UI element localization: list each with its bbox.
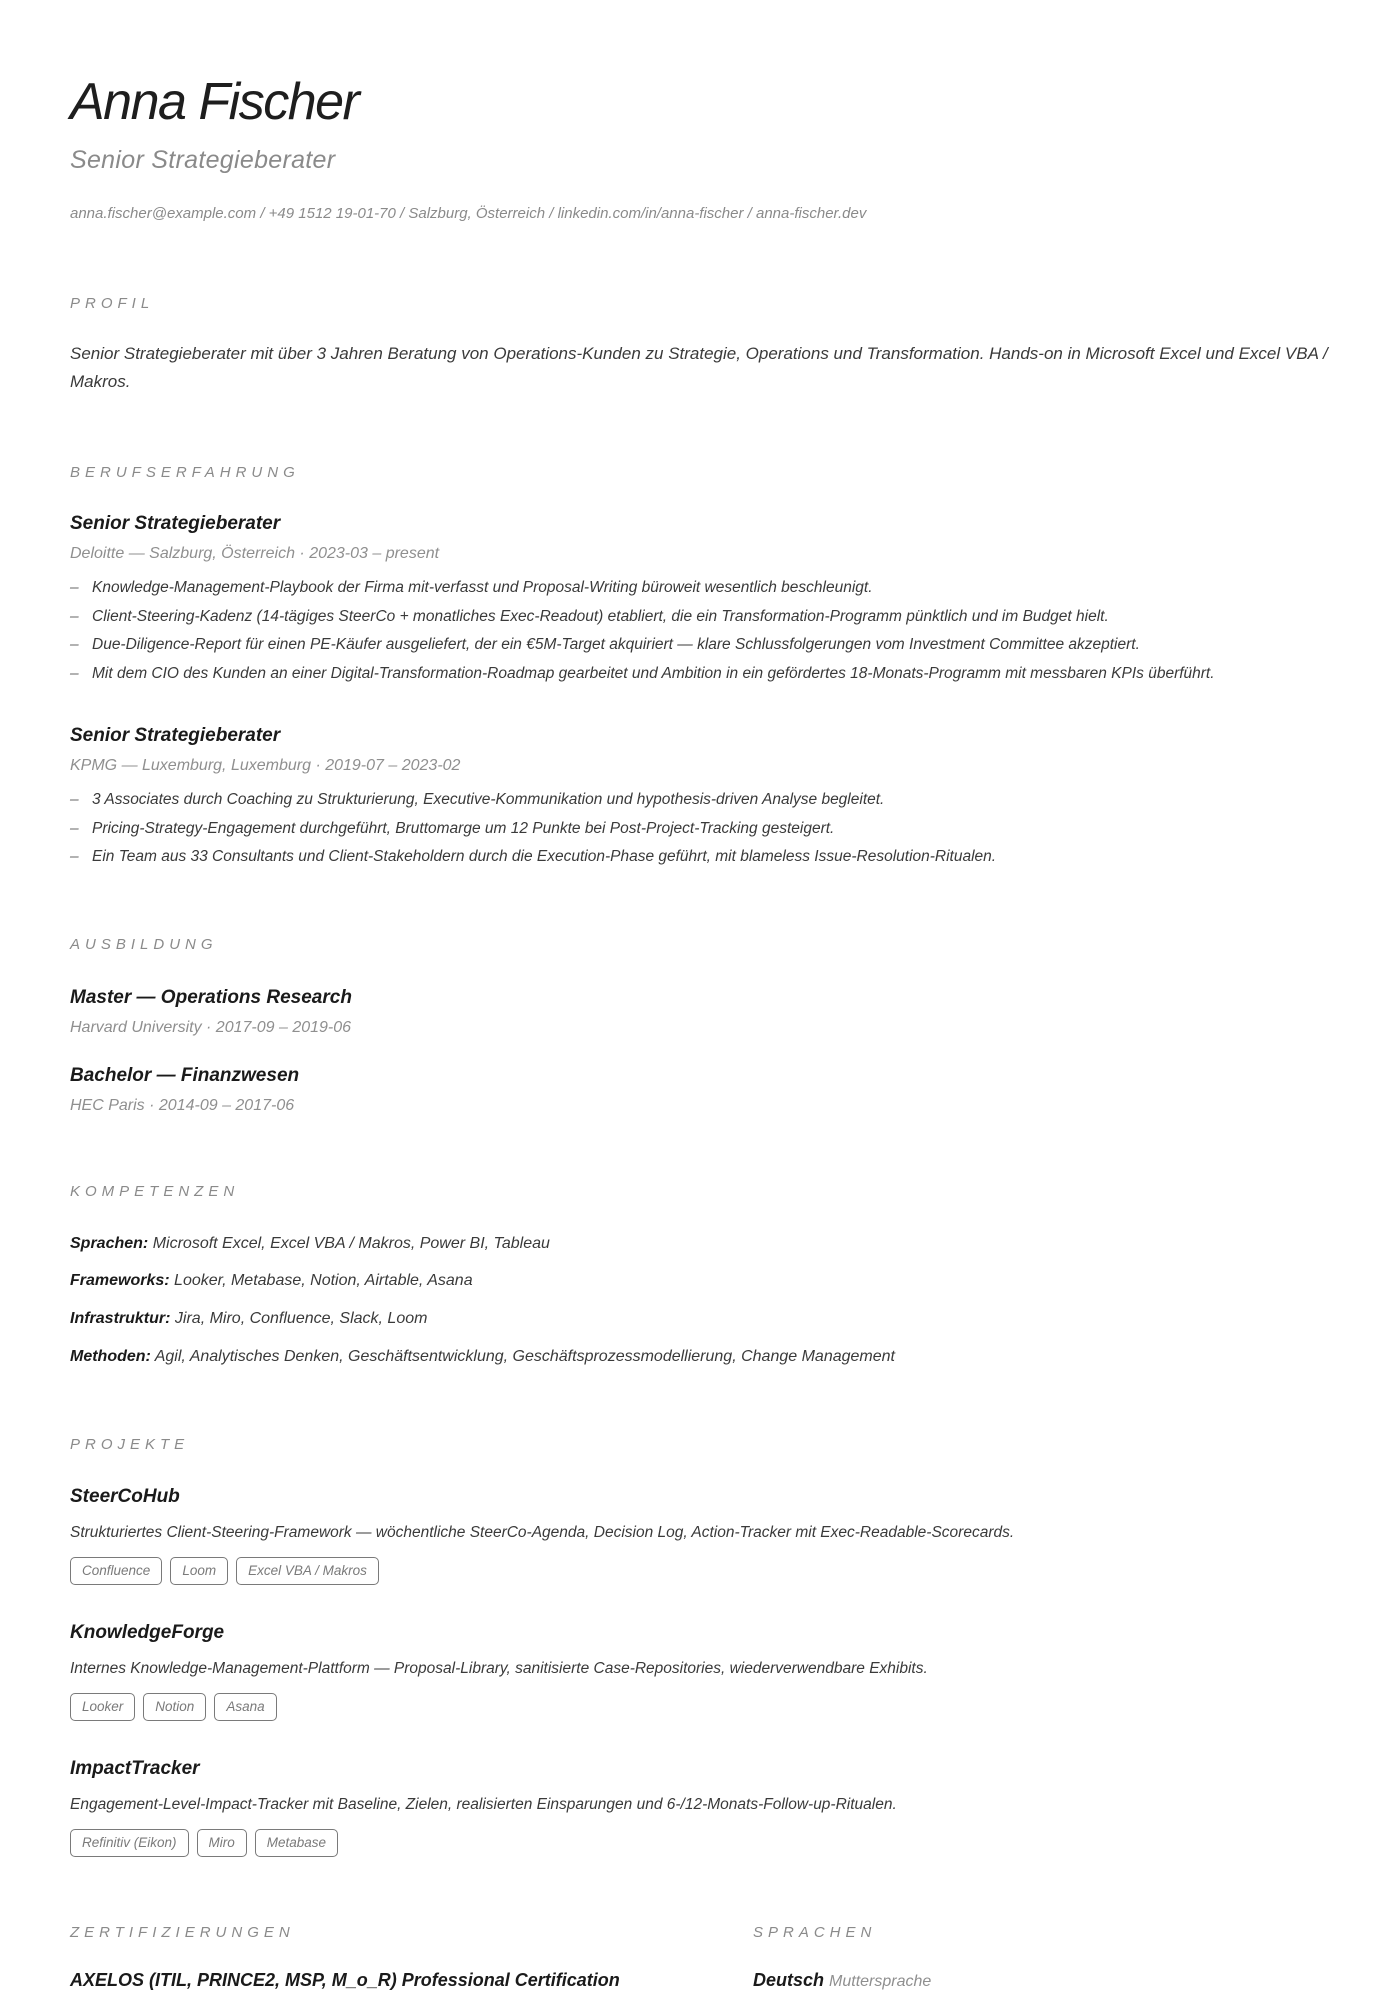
certification-name: AXELOS (ITIL, PRINCE2, MSP, M_o_R) Professional Certification [70,1970,620,1990]
project-tag: Refinitiv (Eikon) [70,1829,189,1857]
job-bullet: – Ein Team aus 33 Consultants und Client-Stakeholdern durch die Execution-Phase geführt, mit blameless Issue-Resolution-Ritualen. [70,843,996,872]
skill-value: Agil, Analytisches Denken, Geschäftsentwicklung, Geschäftsprozessmodellierung, Change Management [154,1348,895,1365]
job-bullet: – 3 Associates durch Coaching zu Strukturierung, Executive-Kommunikation und hypothesis-driven Analyse begleitet. [70,786,996,815]
skill-label: Methoden: [70,1348,151,1365]
job-meta: KPMG — Luxemburg, Luxemburg · 2019-07 – 2023-02 [70,757,461,774]
skill-row [70,1348,895,1366]
person-title: Senior Strategieberater [70,146,336,174]
project-description: Internes Knowledge-Management-Plattform — Proposal-Library, sanitisierte Case-Repositories, wiederverwendbare Exhibits. [70,1660,928,1677]
job-bullets [70,574,1215,688]
education-meta: HEC Paris · 2014-09 – 2017-06 [70,1097,295,1114]
skill-value: Jira, Miro, Confluence, Slack, Loom [174,1310,428,1327]
job-role: Senior Strategieberater [70,725,281,746]
skill-value: Microsoft Excel, Excel VBA / Makros, Power BI, Tableau [152,1235,550,1252]
person-name: Anna Fischer [70,73,359,131]
job-bullet: – Due-Diligence-Report für einen PE-Käufer ausgeliefert, der ein €5M-Target akquiriert — klare Schlussfolgerungen vom Investment Committee akzeptiert. [70,631,1215,660]
project-name: SteerCoHub [70,1486,180,1507]
job-role: Senior Strategieberater [70,513,281,534]
project-tag: Confluence [70,1557,162,1585]
language-name: Deutsch [753,1970,825,1990]
profile-text: Senior Strategieberater mit über 3 Jahren Beratung von Operations-Kunden zu Strategie, Operations und Transformation. Hands-on in Microsoft Excel und Excel VBA / Makros. [70,344,1328,391]
project-tag: Notion [143,1693,206,1721]
skill-row [70,1235,550,1253]
skill-row [70,1272,473,1290]
job-bullet: – Knowledge-Management-Playbook der Firma mit-verfasst und Proposal-Writing büroweit wesentlich beschleunigt. [70,574,1215,603]
job-bullet: – Client-Steering-Kadenz (14-tägiges SteerCo + monatliches Exec-Readout) etabliert, die ein Transformation-Programm pünktlich und im Budget hielt. [70,603,1215,632]
project-tag: Loom [170,1557,228,1585]
project-name: KnowledgeForge [70,1622,225,1643]
education-degree: Bachelor — Finanzwesen [70,1065,300,1086]
job-bullets [70,786,996,872]
skill-label: Frameworks: [70,1272,170,1289]
section-heading-skills: KOMPETENZEN [70,1183,240,1200]
language-level: Muttersprache [829,1973,932,1990]
project-tag: Asana [214,1693,276,1721]
project-tags [70,1693,277,1721]
skill-label: Sprachen: [70,1235,149,1252]
project-tag: Miro [197,1829,247,1857]
project-tag: Looker [70,1693,135,1721]
section-heading-certifications: ZERTIFIZIERUNGEN [70,1924,295,1941]
project-name: ImpactTracker [70,1758,200,1779]
project-tags [70,1829,338,1857]
section-heading-experience: BERUFSERFAHRUNG [70,464,300,481]
skill-label: Infrastruktur: [70,1310,171,1327]
skill-row [70,1310,427,1328]
language-row [753,1970,931,1991]
contact-line: anna.fischer@example.com / +49 1512 19-01-70 / Salzburg, Österreich / linkedin.com/in/anna-fischer / anna-fischer.dev [70,205,867,222]
project-tag: Excel VBA / Makros [236,1557,379,1585]
job-bullet: – Mit dem CIO des Kunden an einer Digital-Transformation-Roadmap gearbeitet und Ambition in ein gefördertes 18-Monats-Programm mit messbaren KPIs überführt. [70,660,1215,689]
project-description: Strukturiertes Client-Steering-Framework — wöchentliche SteerCo-Agenda, Decision Log, Action-Tracker mit Exec-Readable-Scorecards. [70,1524,1015,1541]
education-degree: Master — Operations Research [70,987,352,1008]
education-meta: Harvard University · 2017-09 – 2019-06 [70,1019,352,1036]
section-heading-education: AUSBILDUNG [70,936,218,953]
job-meta: Deloitte — Salzburg, Österreich · 2023-03 – present [70,545,440,562]
job-bullet: – Pricing-Strategy-Engagement durchgeführt, Bruttomarge um 12 Punkte bei Post-Project-Tracking gesteigert. [70,815,996,844]
section-heading-projects: PROJEKTE [70,1436,190,1453]
section-heading-languages: SPRACHEN [753,1924,877,1941]
project-tags [70,1557,379,1585]
section-heading-profile: PROFIL [70,295,155,312]
skill-value: Looker, Metabase, Notion, Airtable, Asana [174,1272,473,1289]
project-description: Engagement-Level-Impact-Tracker mit Baseline, Zielen, realisierten Einsparungen und 6-/12-Monats-Follow-up-Ritualen. [70,1796,897,1813]
project-tag: Metabase [255,1829,338,1857]
